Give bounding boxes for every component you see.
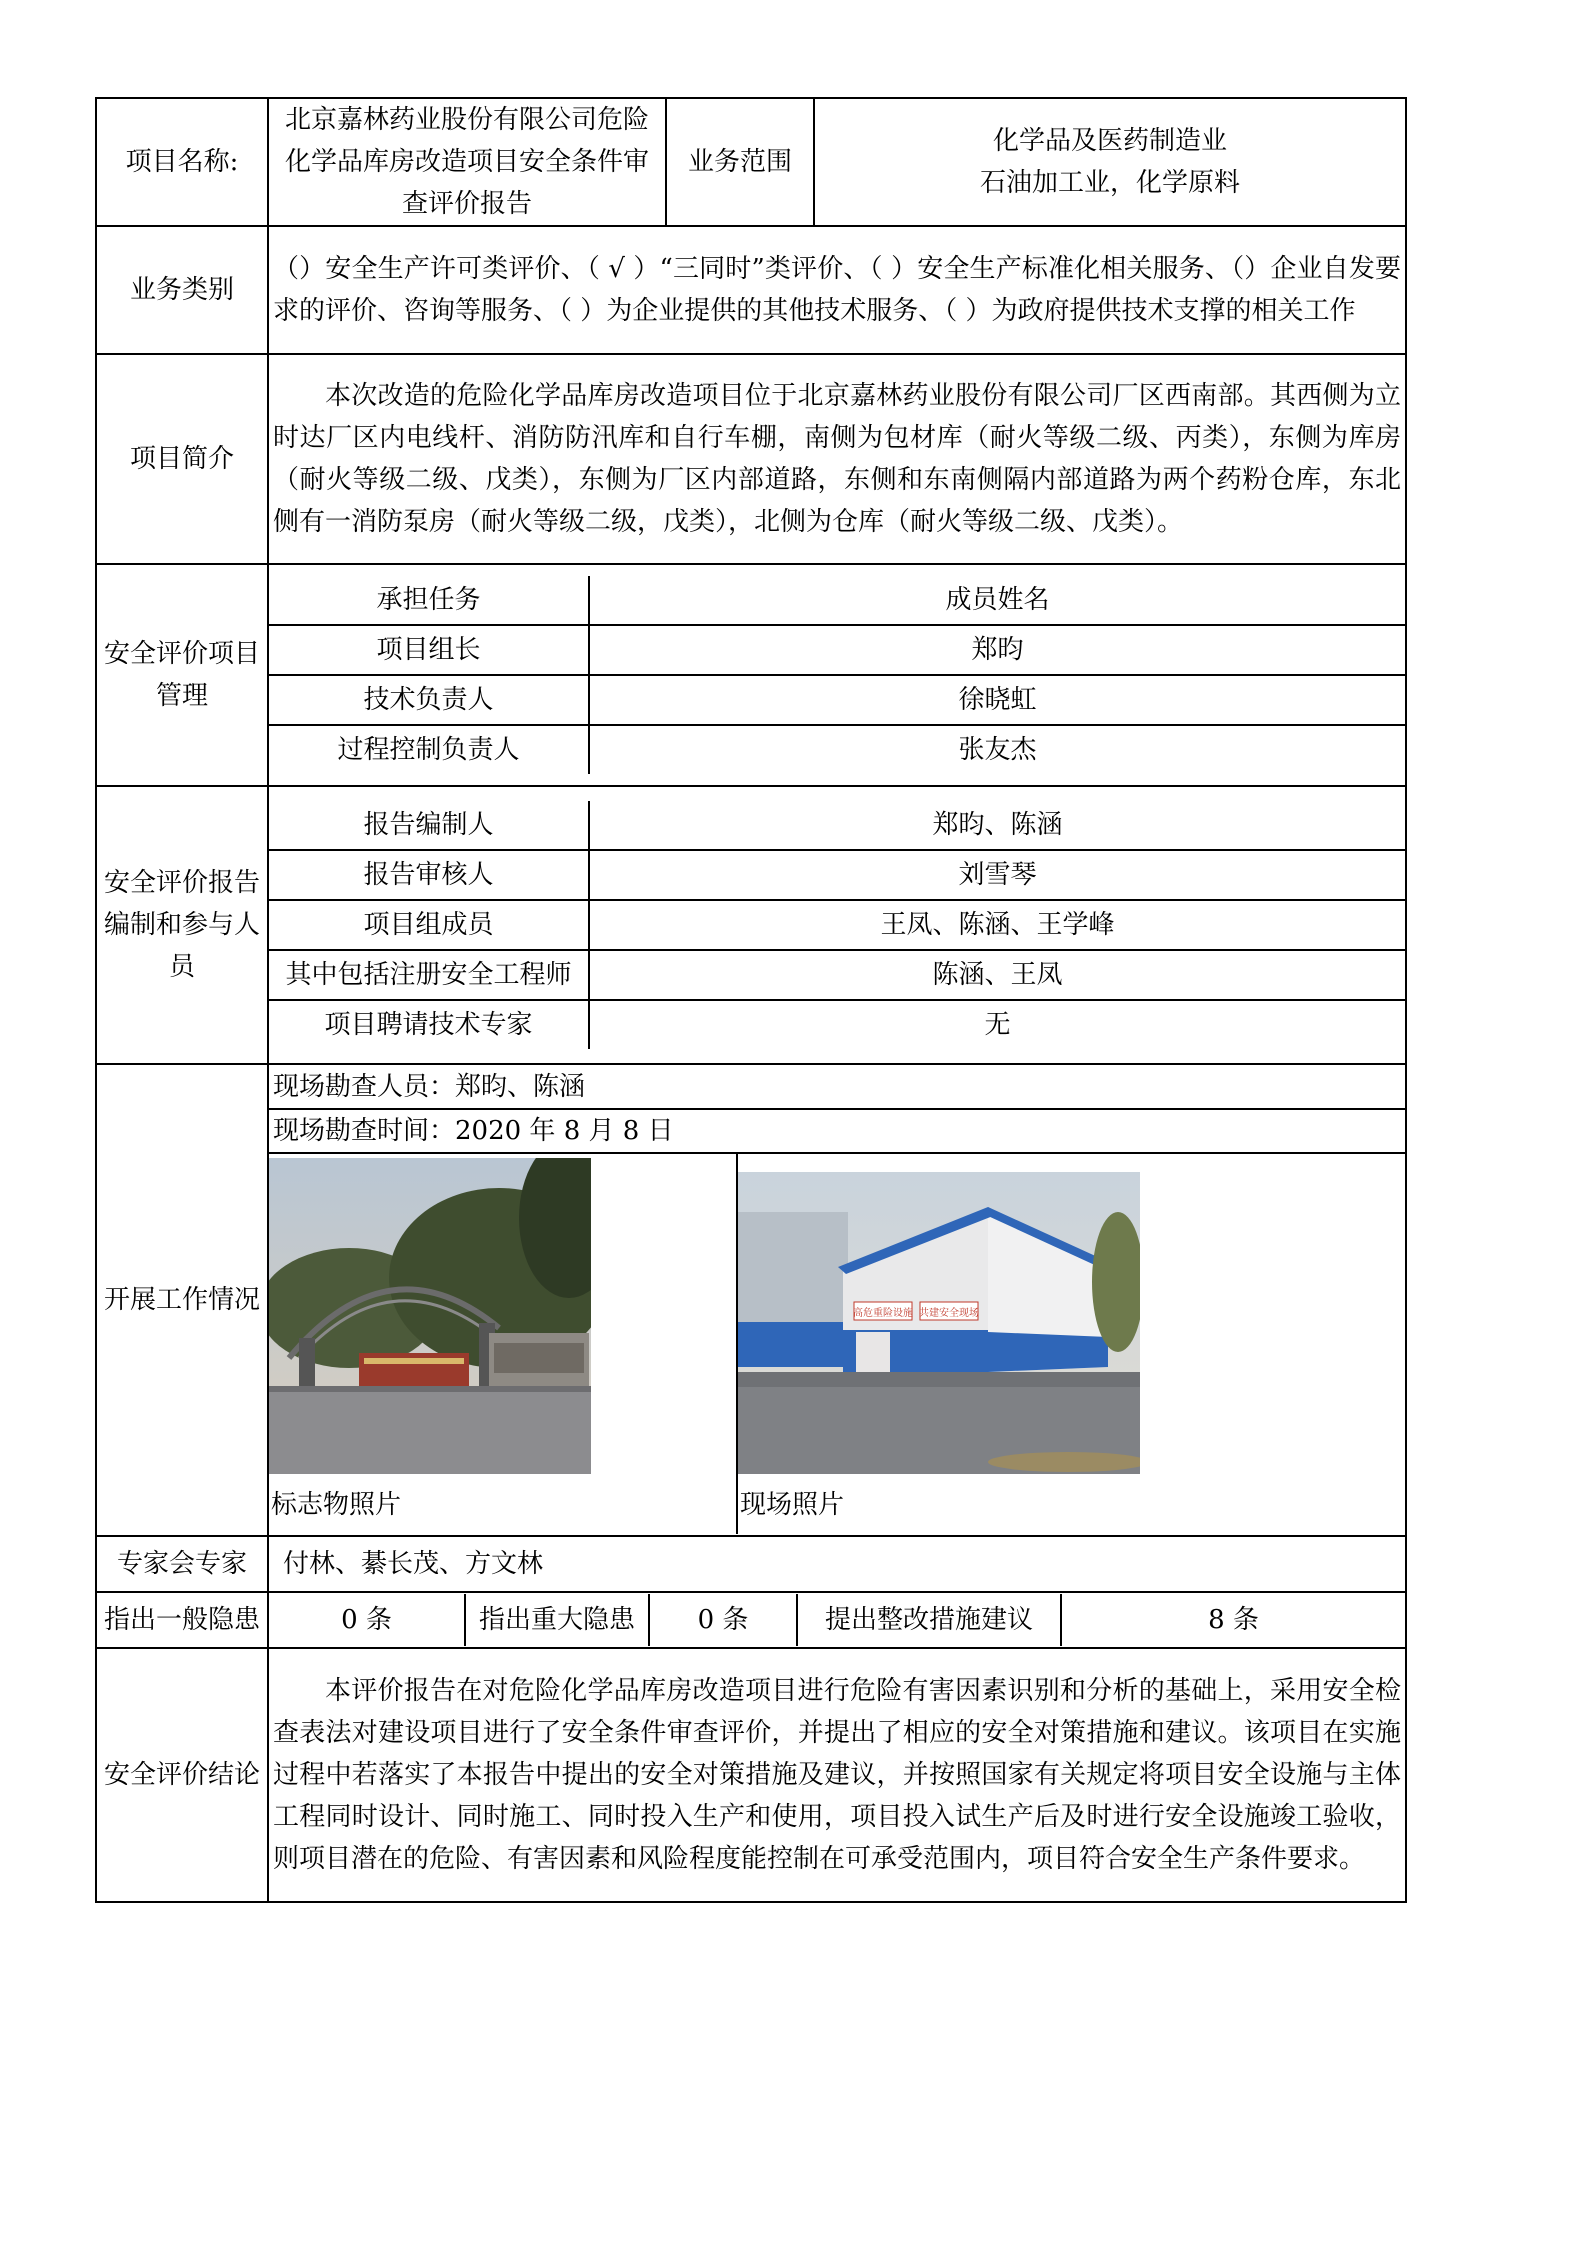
staff-task: 项目组成员 — [269, 900, 589, 950]
general-hazard-value: 0 条 — [269, 1594, 465, 1646]
management-header-name: 成员姓名 — [589, 576, 1405, 625]
staff-task: 项目聘请技术专家 — [269, 1000, 589, 1049]
management-row — [96, 564, 1406, 786]
work-row — [96, 1064, 1406, 1536]
staff-name: 无 — [589, 1000, 1405, 1049]
hazard-cell — [268, 1592, 1406, 1648]
conclusion-label: 安全评价结论 — [96, 1648, 268, 1902]
warehouse-sign-2: 共建安全现场 — [919, 1308, 979, 1319]
management-name: 徐晓虹 — [589, 675, 1405, 725]
site-photo — [738, 1172, 1140, 1474]
hazard-row — [96, 1592, 1406, 1648]
report-table — [95, 97, 1407, 1903]
table-row — [269, 725, 1405, 774]
project-name-value: 北京嘉林药业股份有限公司危险化学品库房改造项目安全条件审查评价报告 — [268, 98, 666, 226]
survey-time: 现场勘查时间：2020 年 8 月 8 日 — [269, 1110, 1405, 1154]
table-row — [269, 950, 1405, 1000]
staff-label: 安全评价报告编制和参与人员 — [96, 786, 268, 1064]
table-row — [269, 1000, 1405, 1049]
major-hazard-value: 0 条 — [649, 1594, 797, 1646]
major-hazard-label: 指出重大隐患 — [465, 1594, 649, 1646]
business-type-label: 业务类别 — [96, 226, 268, 354]
work-cell — [268, 1064, 1406, 1536]
intro-text: 本次改造的危险化学品库房改造项目位于北京嘉林药业股份有限公司厂区西南部。其西侧为立时达厂区内电线杆、消防防汛库和自行车棚，南侧为包材库（耐火等级二级、丙类），东侧为库房（耐火等级二级、戊类），东侧为厂区内部道路，东侧和东南侧隔内部道路为两个药粉仓库，东北侧有一消防泵房（耐火等级二级，戊类），北侧为仓库（耐火等级二级、戊类）。 — [268, 354, 1406, 564]
staff-cell — [268, 786, 1406, 1064]
management-task: 项目组长 — [269, 625, 589, 675]
staff-task: 报告编制人 — [269, 801, 589, 850]
staff-task: 报告审核人 — [269, 850, 589, 900]
management-task: 技术负责人 — [269, 675, 589, 725]
management-label: 安全评价项目管理 — [96, 564, 268, 786]
management-cell — [268, 564, 1406, 786]
staff-row — [96, 786, 1406, 1064]
management-header-task: 承担任务 — [269, 576, 589, 625]
general-hazard-label: 指出一般隐患 — [96, 1592, 268, 1648]
suggestion-label: 提出整改措施建议 — [797, 1594, 1061, 1646]
project-name-label: 项目名称: — [96, 98, 268, 226]
work-label: 开展工作情况 — [96, 1064, 268, 1536]
intro-label: 项目简介 — [96, 354, 268, 564]
management-name: 张友杰 — [589, 725, 1405, 774]
staff-name: 刘雪琴 — [589, 850, 1405, 900]
hazard-table — [269, 1594, 1405, 1646]
staff-name: 陈涵、王凤 — [589, 950, 1405, 1000]
management-task: 过程控制负责人 — [269, 725, 589, 774]
site-photo-caption: 现场照片 — [740, 1490, 845, 1520]
staff-table — [269, 801, 1405, 1049]
conclusion-row — [96, 1648, 1406, 1902]
table-row — [269, 1594, 1405, 1646]
warehouse-sign-1: 高危重险设施 — [853, 1308, 913, 1319]
conclusion-text: 本评价报告在对危险化学品库房改造项目进行危险有害因素识别和分析的基础上，采用安全检查表法对建设项目进行了安全条件审查评价，并提出了相应的安全对策措施和建议。该项目在实施过程中若落实了本报告中提出的安全对策措施及建议，并按照国家有关规定将项目安全设施与主体工程同时设计、同时施工、同时投入生产和使用，项目投入试生产后及时进行安全设施竣工验收，则项目潜在的危险、有害因素和风险程度能控制在可承受范围内，项目符合安全生产条件要求。 — [268, 1648, 1406, 1902]
table-row — [269, 900, 1405, 950]
business-scope-value — [814, 98, 1406, 226]
table-row — [269, 675, 1405, 725]
intro-row — [96, 354, 1406, 564]
project-name-row — [96, 98, 1406, 226]
table-row — [269, 801, 1405, 850]
table-row — [269, 625, 1405, 675]
business-type-row — [96, 226, 1406, 354]
suggestion-value: 8 条 — [1208, 1605, 1259, 1635]
management-header-row — [269, 576, 1405, 625]
staff-name: 王凤、陈涵、王学峰 — [589, 900, 1405, 950]
table-row — [269, 850, 1405, 900]
staff-task: 其中包括注册安全工程师 — [269, 950, 589, 1000]
site-photo-svg — [738, 1172, 1140, 1474]
landmark-photo-caption: 标志物照片 — [271, 1490, 402, 1520]
landmark-photo-svg — [269, 1158, 591, 1474]
report-form — [95, 97, 1405, 1903]
expert-row — [96, 1536, 1406, 1592]
business-scope-line2: 石油加工业，化学原料 — [979, 168, 1240, 198]
business-type-value: （）安全生产许可类评价、（ √ ）“三同时”类评价、（ ）安全生产标准化相关服务、（）企业自发要求的评价、咨询等服务、（ ）为企业提供的其他技术服务、（ ）为政府提供技术支撑的相关工作 — [268, 226, 1406, 354]
photos-area — [269, 1154, 1405, 1534]
expert-value: 付林、綦长茂、方文林 — [268, 1536, 1406, 1592]
management-table — [269, 576, 1405, 774]
management-name: 郑昀 — [589, 625, 1405, 675]
staff-name: 郑昀、陈涵 — [589, 801, 1405, 850]
business-scope-label: 业务范围 — [666, 98, 814, 226]
business-scope-line1: 化学品及医药制造业 — [992, 126, 1227, 156]
landmark-photo — [269, 1158, 591, 1474]
expert-label: 专家会专家 — [96, 1536, 268, 1592]
survey-people: 现场勘查人员：郑昀、陈涵 — [269, 1066, 1405, 1110]
